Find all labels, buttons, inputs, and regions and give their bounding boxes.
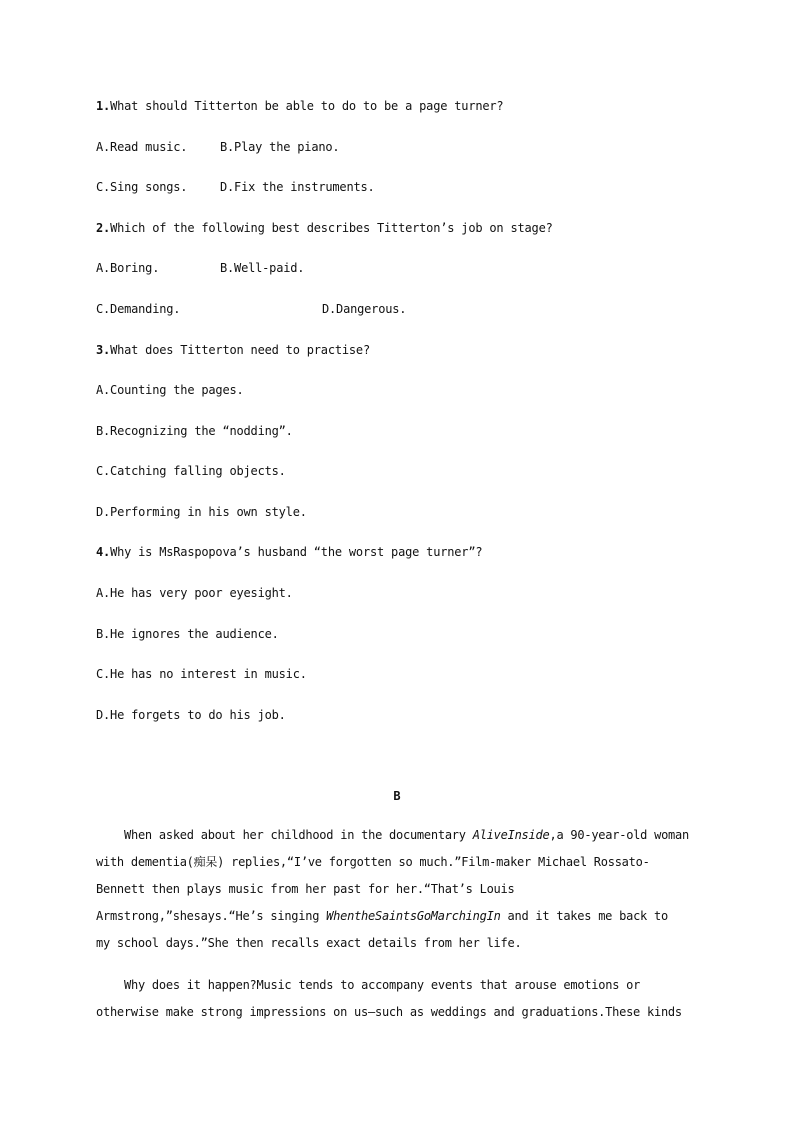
question-4-option-a: A.He has very poor eyesight. bbox=[96, 586, 293, 600]
question-3-option-c: C.Catching falling objects. bbox=[96, 464, 286, 478]
question-number: 2. bbox=[96, 221, 111, 235]
text-run: When asked about her childhood in the documentary bbox=[124, 828, 473, 842]
question-text: What should Titterton be able to do to be a page turner? bbox=[110, 99, 504, 113]
question-3-option-d: D.Performing in his own style. bbox=[96, 505, 307, 519]
section-b-heading: B bbox=[393, 789, 401, 803]
question-1-option-c: C.Sing songs. bbox=[96, 180, 188, 194]
paragraph-line: my school days.”She then recalls exact details from her life. bbox=[96, 936, 522, 950]
question-3-option-b: B.Recognizing the “nodding”. bbox=[96, 424, 293, 438]
song-title: WhentheSaintsGoMarchingIn bbox=[326, 909, 501, 923]
question-number: 4. bbox=[96, 545, 111, 559]
question-1-option-a: A.Read music. bbox=[96, 140, 188, 154]
paragraph-line: with dementia(痴呆) replies,“I’ve forgotten so much.”Film-maker Michael Rossato- bbox=[96, 855, 650, 869]
question-1-option-b: B.Play the piano. bbox=[220, 140, 340, 154]
paragraph-line bbox=[96, 903, 696, 930]
question-2-option-c: C.Demanding. bbox=[96, 302, 181, 316]
question-number: 1. bbox=[96, 99, 111, 113]
question-2-stem bbox=[96, 221, 553, 235]
question-number: 3. bbox=[96, 343, 111, 357]
text-run: and it takes me back to bbox=[500, 909, 668, 923]
section-b-paragraph-1 bbox=[96, 822, 696, 957]
question-2-option-a: A.Boring. bbox=[96, 261, 160, 275]
question-1-stem bbox=[96, 99, 503, 113]
question-3-option-a: A.Counting the pages. bbox=[96, 383, 244, 397]
question-2-option-b: B.Well-paid. bbox=[220, 261, 305, 275]
question-4-option-d: D.He forgets to do his job. bbox=[96, 708, 286, 722]
question-4-option-c: C.He has no interest in music. bbox=[96, 667, 307, 681]
question-text: Why is MsRaspopova’s husband “the worst page turner”? bbox=[110, 545, 483, 559]
question-2-option-d: D.Dangerous. bbox=[322, 302, 407, 316]
question-1-option-d: D.Fix the instruments. bbox=[220, 180, 375, 194]
question-3-stem bbox=[96, 343, 370, 357]
paragraph-line: otherwise make strong impressions on us—such as weddings and graduations.These kinds bbox=[96, 1005, 682, 1019]
text-run: Armstrong,”shesays.“He’s singing bbox=[96, 909, 327, 923]
text-run: ,a 90-year-old woman bbox=[549, 828, 689, 842]
paragraph-line: Why does it happen?Music tends to accompany events that arouse emotions or bbox=[124, 978, 641, 992]
paragraph-line: Bennett then plays music from her past for her.“That’s Louis bbox=[96, 882, 515, 896]
question-4-stem bbox=[96, 545, 482, 559]
documentary-title: AliveInside bbox=[472, 828, 550, 842]
section-b-paragraph-2 bbox=[96, 972, 696, 1026]
paragraph-line bbox=[96, 822, 696, 849]
question-text: Which of the following best describes Titterton’s job on stage? bbox=[110, 221, 553, 235]
question-4-option-b: B.He ignores the audience. bbox=[96, 627, 279, 641]
question-text: What does Titterton need to practise? bbox=[110, 343, 370, 357]
